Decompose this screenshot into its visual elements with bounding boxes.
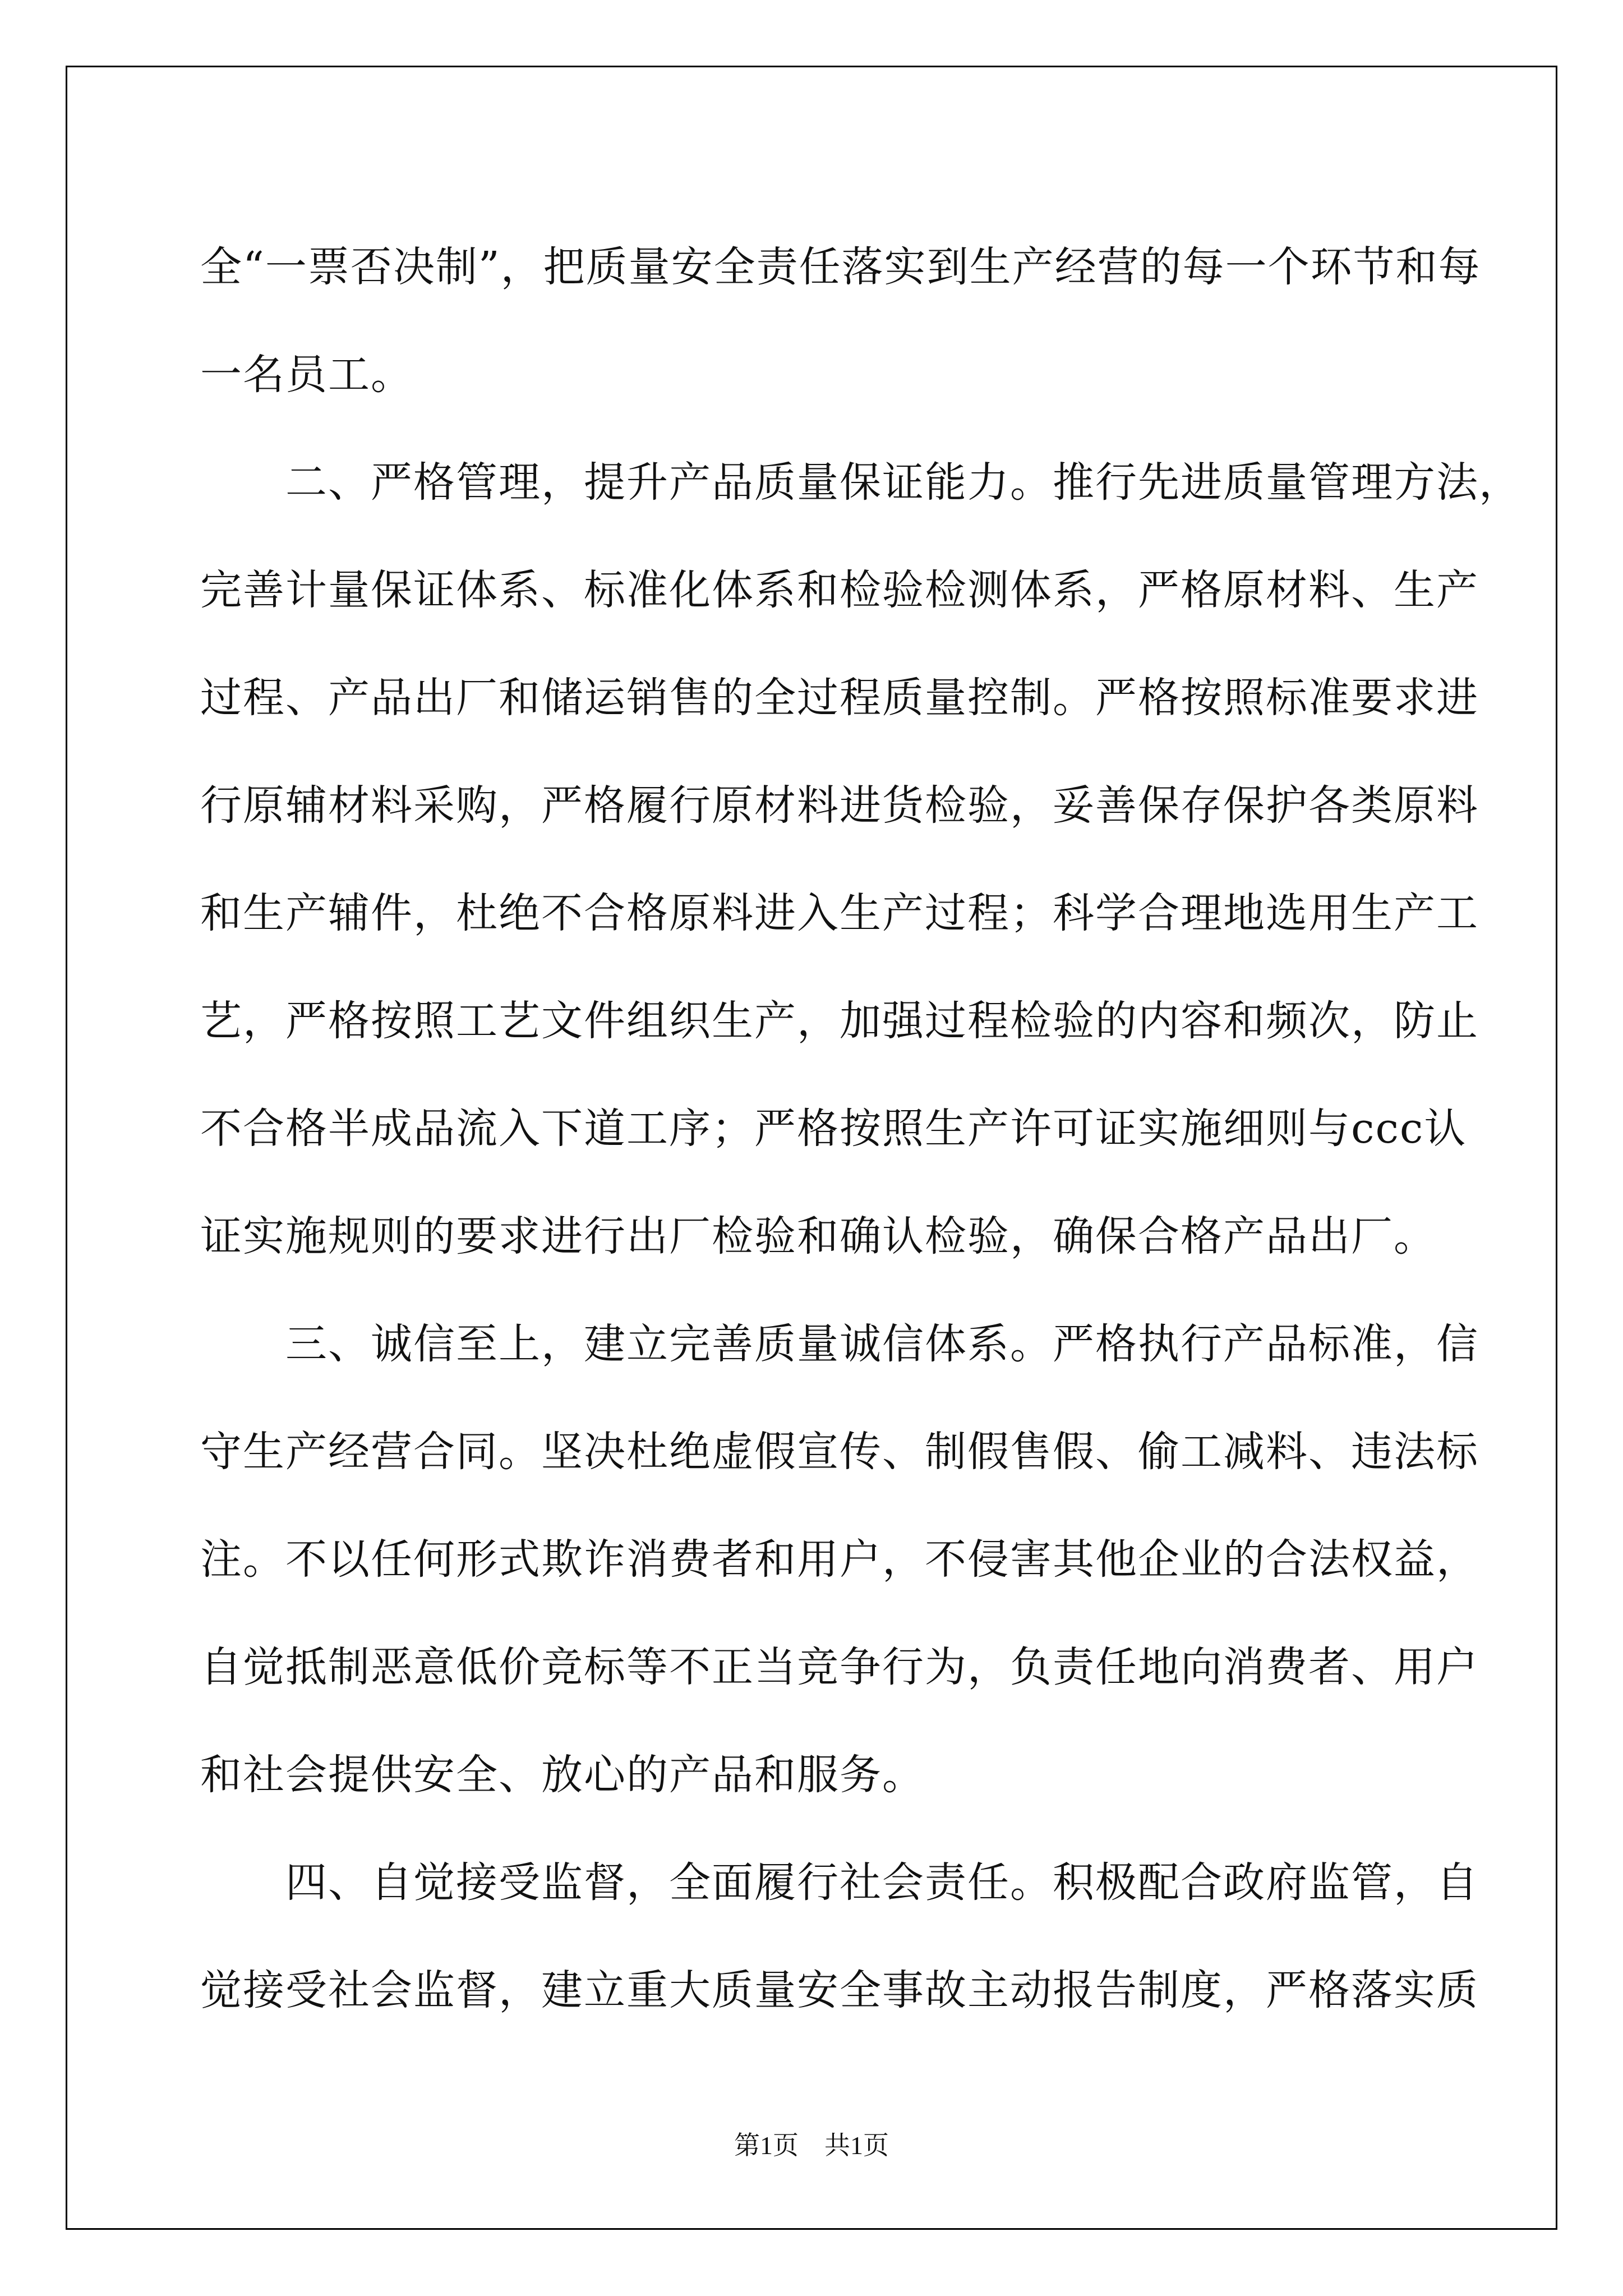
text-line: 注。不以任何形式欺诈消费者和用户，不侵害其他企业的合法权益， [200, 1535, 1479, 1584]
text-line: 艺，严格按照工艺文件组织生产，加强过程检验的内容和频次，防止 [200, 997, 1479, 1045]
page-footer: 第1页 共1页 [734, 2131, 889, 2160]
text-line: 不合格半成品流入下道工序；严格按照生产许可证实施细则与ccc认 [200, 1105, 1467, 1153]
text-line: 完善计量保证体系、标准化体系和检验检测体系，严格原材料、生产 [200, 566, 1479, 614]
text-line: 和社会提供安全、放心的产品和服务。 [200, 1751, 925, 1799]
text-line: 和生产辅件，杜绝不合格原料进入生产过程；科学合理地选用生产工 [200, 889, 1479, 937]
text-line: 三、诚信至上，建立完善质量诚信体系。严格执行产品标准，信 [200, 1320, 1479, 1368]
text-line: 一名员工。 [200, 351, 413, 399]
text-line: 自觉抵制恶意低价竞标等不正当竞争行为，负责任地向消费者、用户 [200, 1643, 1479, 1691]
text-line: 证实施规则的要求进行出厂检验和确认检验，确保合格产品出厂。 [200, 1212, 1436, 1260]
text-line: 守生产经营合同。坚决杜绝虚假宣传、制假售假、偷工减料、违法标 [200, 1428, 1479, 1476]
text-line: 全“一票否决制”，把质量安全责任落实到生产经营的每一个环节和每 [200, 243, 1481, 291]
text-line: 行原辅材料采购，严格履行原材料进货检验，妥善保存保护各类原料 [200, 781, 1479, 830]
text-line: 过程、产品出厂和储运销售的全过程质量控制。严格按照标准要求进 [200, 674, 1479, 722]
text-line: 二、严格管理，提升产品质量保证能力。推行先进质量管理方法， [200, 458, 1521, 507]
text-line: 四、自觉接受监督，全面履行社会责任。积极配合政府监管，自 [200, 1858, 1479, 1907]
text-line: 觉接受社会监督，建立重大质量安全事故主动报告制度，严格落实质 [200, 1966, 1479, 2014]
document-body [200, 213, 1521, 2044]
